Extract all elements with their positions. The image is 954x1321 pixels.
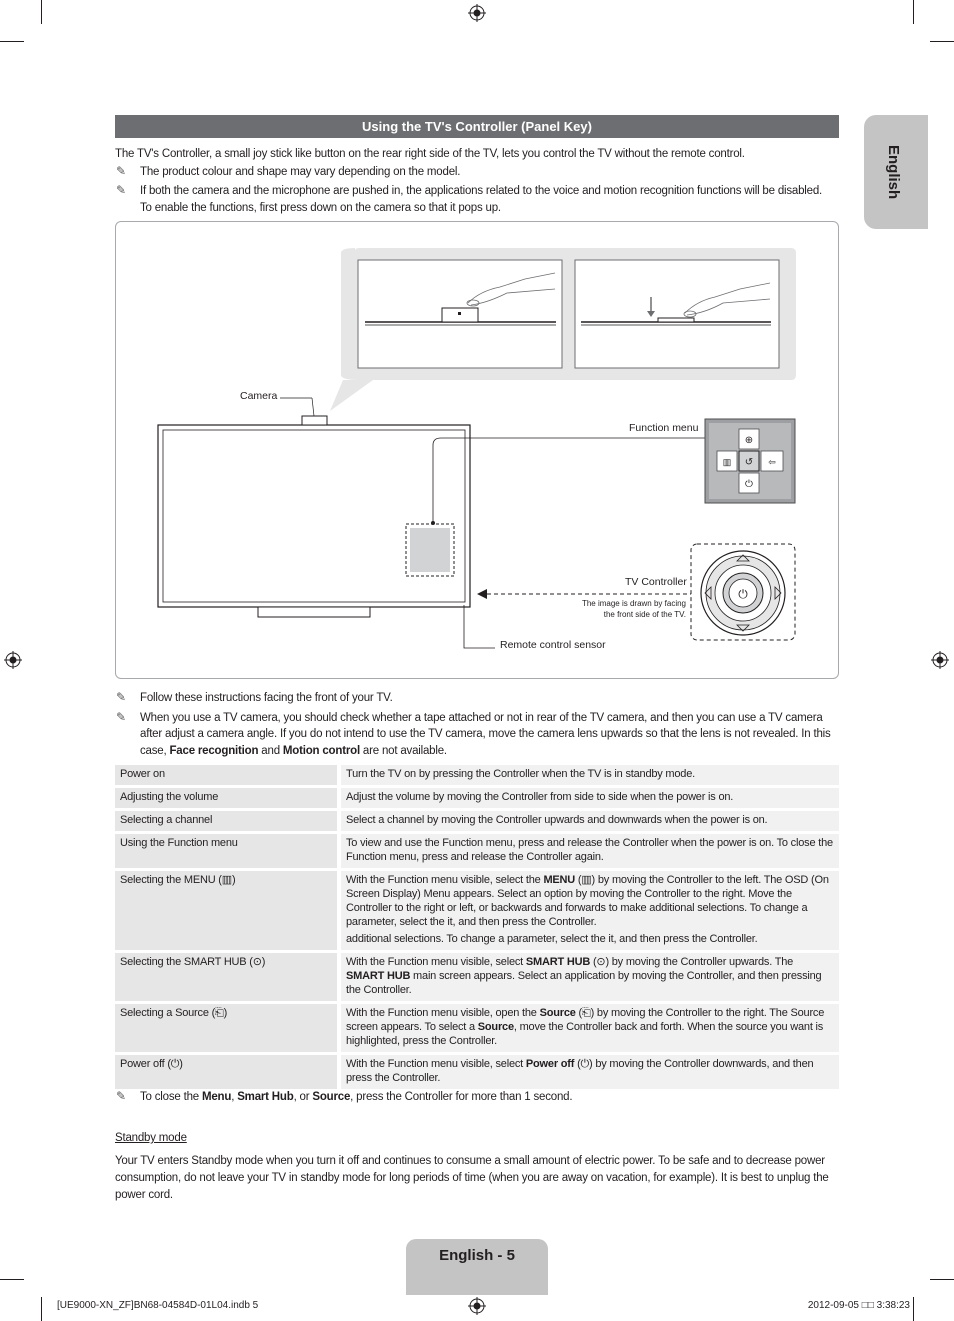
table-desc-cell	[341, 1004, 839, 1052]
crop-mark	[41, 1297, 42, 1321]
intro-text: The TV's Controller, a small joy stick like button on the rear right side of the TV, lets you control the TV without the remote control.	[115, 148, 745, 160]
side-tab-label: English	[885, 145, 902, 200]
svg-text:▥: ▥	[722, 457, 732, 467]
table-label-cell: Selecting a Source (⎗)	[115, 1004, 337, 1052]
drawn-note: The image is drawn by facing	[581, 599, 686, 608]
close-note	[140, 1089, 840, 1105]
camera-label: Camera	[240, 390, 278, 402]
table-desc-cell	[341, 1055, 839, 1089]
note-text-part: To close the	[140, 1091, 202, 1103]
controller-illustration	[115, 221, 839, 679]
crop-mark	[41, 0, 42, 24]
crop-mark	[930, 41, 954, 42]
desc-part: additional selections. To change a parameter, select the it, and then press the Controller.	[346, 933, 758, 945]
remote-sensor-label: Remote control sensor	[500, 639, 606, 651]
registration-mark-icon	[4, 651, 22, 669]
registration-mark-icon	[931, 651, 949, 669]
desc-bold: SMART HUB	[346, 970, 411, 982]
crop-mark	[913, 1297, 914, 1321]
table-row	[115, 834, 839, 868]
note-text-part: case,	[140, 745, 170, 757]
table-desc-cell: To view and use the Function menu, press and release the Controller when the power is on. To close the Function menu, press and release the Controller again.	[341, 834, 839, 868]
note-icon: ✎	[116, 1089, 127, 1103]
page-number-tab: English - 5	[406, 1239, 548, 1295]
desc-bold: MENU	[543, 874, 576, 886]
note-icon: ✎	[116, 164, 127, 178]
table-row	[115, 1055, 839, 1089]
footer-timestamp: 2012-09-05 □□ 3:38:23	[807, 1300, 910, 1311]
table-label-cell: Selecting the MENU (▥)	[115, 871, 337, 950]
table-row	[115, 788, 839, 808]
table-desc-cell: Adjust the volume by moving the Controller from side to side when the power is on.	[341, 788, 839, 808]
desc-part: With the Function menu visible, select	[346, 956, 526, 968]
function-menu-label: Function menu	[629, 422, 699, 434]
note-bold-term: Face recognition	[169, 745, 259, 757]
table-row	[115, 953, 839, 1001]
desc-part: (▥) by moving the Controller to the left. The OSD (On Screen Display) Menu appears. Select an option by moving the Controller to the right. Move the Controller to the right or left, or backwards and forwards to make additional selections. To change a parameter, select the it, and then press the Controller.	[346, 874, 829, 928]
registration-mark-icon	[468, 4, 486, 22]
desc-part: With the Function menu visible, open the	[346, 1007, 540, 1019]
table-label-cell: Power off (⏻)	[115, 1055, 337, 1089]
table-desc-cell	[341, 953, 839, 1001]
note-bold-term: Motion control	[282, 745, 360, 757]
svg-text:⏻: ⏻	[745, 479, 753, 490]
note-icon: ✎	[116, 690, 127, 704]
table-row	[115, 765, 839, 785]
table-label-cell: Using the Function menu	[115, 834, 337, 868]
note-icon: ✎	[116, 183, 127, 197]
table-label-cell: Power on	[115, 765, 337, 785]
registration-mark-icon	[468, 1297, 486, 1315]
note-bold-term: Menu	[201, 1091, 232, 1103]
table-desc-cell: Select a channel by moving the Controller upwards and downwards when the power is on.	[341, 811, 839, 831]
standby-body: Your TV enters Standby mode when you turn it off and continues to consume a small amount of electric power. To be safe and to decrease power consumption, do not leave your TV in standby mode for long periods of time (when you are away on vacation, for example). It is best to unplug the power cord.	[115, 1155, 829, 1201]
crop-mark	[0, 1279, 24, 1280]
standby-heading: Standby mode	[115, 1132, 187, 1144]
svg-text:↺: ↺	[744, 457, 754, 468]
desc-bold: Source	[539, 1007, 576, 1019]
desc-part: , move the Controller back and forth. When the source you want is highlighted, press the Controller.	[346, 1021, 824, 1047]
desc-part: With the Function menu visible, select	[346, 1058, 526, 1070]
controller-functions-table	[115, 762, 839, 1092]
note-text-part: and	[258, 745, 283, 757]
note-bold-term: Smart Hub	[237, 1091, 294, 1103]
note-text-continued: To enable the functions, first press down on the camera so that it pops up.	[140, 202, 501, 214]
desc-bold: Power off	[525, 1058, 575, 1070]
desc-part: (⎗) by moving the Controller to the right. The Source screen appears. To select a	[346, 1007, 825, 1033]
crop-mark	[913, 0, 914, 24]
note-text-part: , press the Controller for more than 1 second.	[350, 1091, 573, 1103]
table-row	[115, 871, 839, 950]
note-text: Follow these instructions facing the front of your TV.	[140, 692, 393, 704]
table-desc-cell	[341, 871, 839, 950]
desc-bold: SMART HUB	[525, 956, 591, 968]
crop-mark	[0, 41, 24, 42]
note-bold-term: Source	[312, 1091, 351, 1103]
desc-part: With the Function menu visible, select the	[346, 874, 544, 886]
note-text-part: are not available.	[359, 745, 447, 757]
section-title: Using the TV's Controller (Panel Key)	[115, 115, 839, 138]
table-label-cell: Selecting a channel	[115, 811, 337, 831]
desc-part: (⏻) by moving the Controller downwards, and then press the Controller.	[346, 1058, 814, 1084]
table-label-cell: Selecting the SMART HUB (⊙)	[115, 953, 337, 1001]
note-text-part: ,	[231, 1091, 238, 1103]
desc-part: (⊙) by moving the Controller upwards. The	[590, 956, 794, 968]
note-text: after adjust a camera angle. If you do not intend to use the TV camera, move the camera lens upwards so that the lens is not revealed. In this	[140, 728, 831, 740]
note-text: The product colour and shape may vary depending on the model.	[140, 166, 461, 178]
crop-mark	[930, 1279, 954, 1280]
table-desc-cell: Turn the TV on by pressing the Controller when the TV is in standby mode.	[341, 765, 839, 785]
language-side-tab	[864, 115, 928, 229]
table-row	[115, 1004, 839, 1052]
table-row	[115, 811, 839, 831]
drawn-note: the front side of the TV.	[603, 610, 686, 619]
svg-text:⊕: ⊕	[744, 435, 754, 446]
tv-controller-label: TV Controller	[625, 576, 687, 588]
note-icon: ✎	[116, 710, 127, 724]
svg-text:⇦: ⇦	[768, 457, 776, 467]
desc-bold: Source	[477, 1021, 514, 1033]
table-label-cell: Adjusting the volume	[115, 788, 337, 808]
svg-text:⏻: ⏻	[738, 587, 748, 601]
note-text: When you use a TV camera, you should check whether a tape attached or not in rear of the TV camera, and then you can use a TV camera	[140, 712, 823, 724]
note-text: If both the camera and the microphone are pushed in, the applications related to the voice and motion recognition functions will be disabled.	[140, 185, 823, 197]
footer-file-info: [UE9000-XN_ZF]BN68-04584D-01L04.indb 5	[57, 1300, 259, 1311]
desc-part: main screen appears. Select an application by moving the Controller, and then pressing the Controller.	[346, 970, 822, 996]
note-text-part: , or	[293, 1091, 313, 1103]
note-text	[140, 743, 840, 759]
